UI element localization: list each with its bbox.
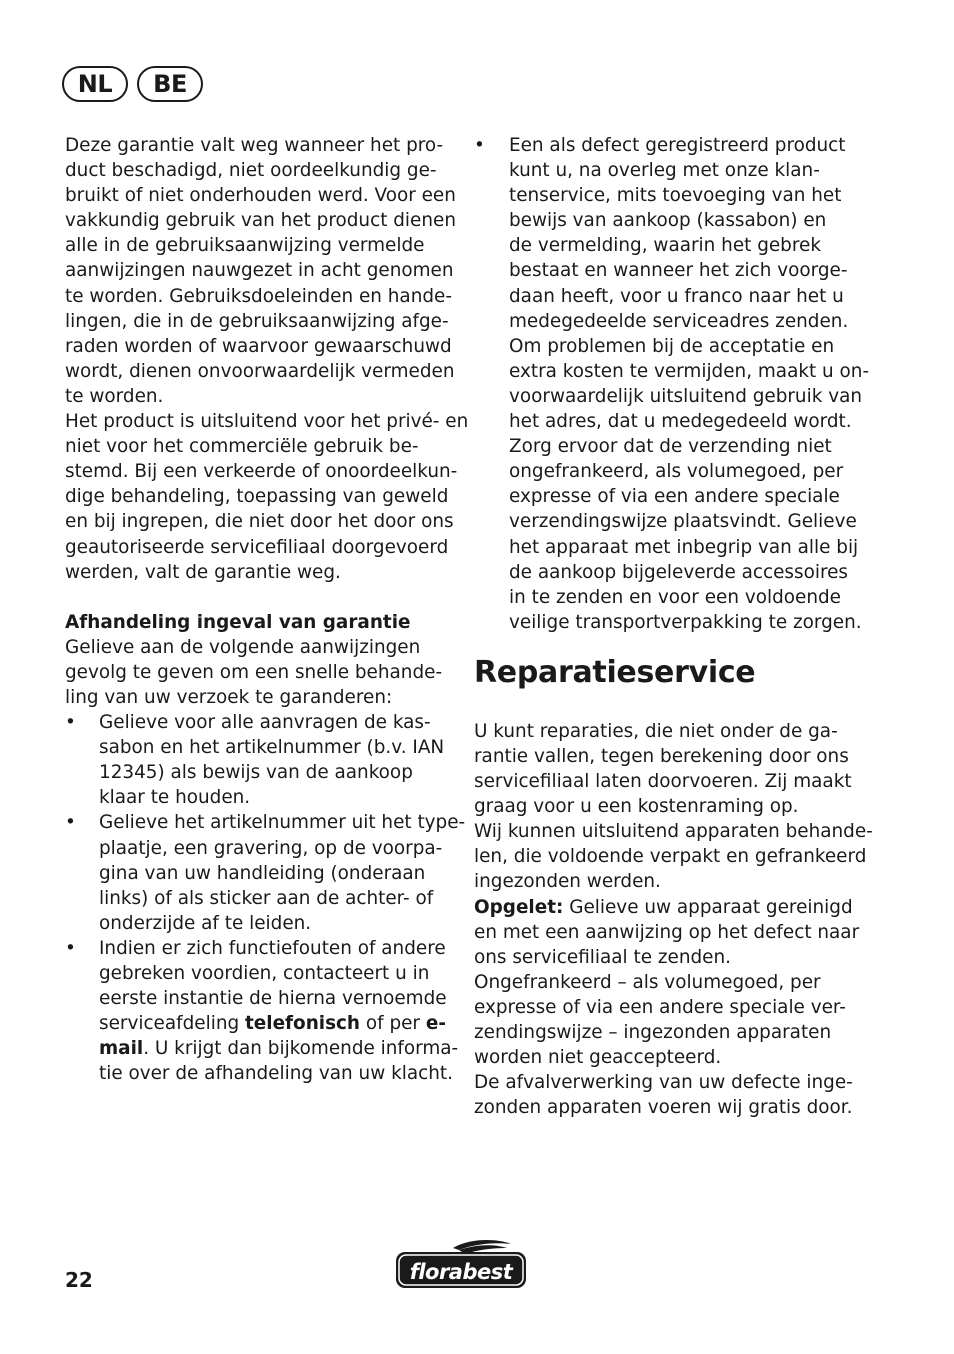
text-line: bestaat en wanneer het zich voorge- bbox=[509, 260, 848, 282]
right-column bbox=[474, 133, 874, 1120]
text-line: het adres, dat u medegedeeld wordt. bbox=[509, 411, 852, 433]
text-line: Ongefrankeerd – als volumegoed, per bbox=[474, 971, 821, 993]
text-line: ling van uw verzoek te garanderen: bbox=[65, 686, 393, 708]
text-line bbox=[99, 1036, 459, 1061]
text-line: bewijs van aankoop (kassabon) en bbox=[509, 210, 827, 232]
text-line: expresse of via een andere speciale ver- bbox=[474, 996, 846, 1018]
text-line: vakkundig gebruik van het product dienen bbox=[65, 210, 456, 232]
section-heading: Reparatieservice bbox=[474, 654, 756, 690]
bullet-dot: • bbox=[65, 937, 76, 959]
text-line: voorwaardelijk uitsluitend gebruik van bbox=[509, 385, 863, 407]
text-line: en met een aanwijzing op het defect naar bbox=[474, 921, 860, 943]
text-line: de vermelding, waarin het gebrek bbox=[509, 235, 821, 257]
text-line: worden niet geaccepteerd. bbox=[474, 1047, 722, 1069]
text-line: tie over de afhandeling van uw klacht. bbox=[99, 1063, 453, 1085]
text-line: kunt u, na overleg met onze klan- bbox=[509, 160, 820, 182]
text-span: Gelieve uw apparaat gereinigd bbox=[563, 896, 853, 918]
text-line: aanwijzingen nauwgezet in acht genomen bbox=[65, 260, 454, 282]
text-line: stemd. Bij een verkeerde of onoordeelkun- bbox=[65, 461, 458, 483]
text-line: alle in de gebruiksaanwijzing vermelde bbox=[65, 235, 425, 257]
text-line: verzendingswijze plaatsvindt. Gelieve bbox=[509, 511, 857, 533]
text-line: te worden. bbox=[65, 385, 164, 407]
text-line: gevolg te geven om een snelle behande- bbox=[65, 661, 443, 683]
text-line: dige behandeling, toepassing van geweld bbox=[65, 486, 449, 508]
bullet-dot: • bbox=[65, 712, 76, 734]
text-line: zendingswijze – ingezonden apparaten bbox=[474, 1022, 832, 1043]
text-line: Gelieve het artikelnummer uit het type- bbox=[99, 812, 466, 834]
badge-be: BE bbox=[137, 66, 203, 102]
text-line: onderzijde af te leiden. bbox=[99, 912, 312, 934]
badge-nl: NL bbox=[62, 66, 128, 102]
text-span: of per bbox=[360, 1013, 426, 1035]
list-item bbox=[65, 810, 466, 935]
text-line: expresse of via een andere speciale bbox=[509, 486, 840, 508]
text-line: De afvalverwerking van uw defecte inge- bbox=[474, 1072, 853, 1094]
text-line: links) of als sticker aan de achter- of bbox=[99, 887, 434, 909]
bold-phone: telefonisch bbox=[245, 1013, 361, 1035]
text-line: gebreken voordien, contacteert u in bbox=[99, 963, 430, 984]
text-line: Een als defect geregistreerd product bbox=[509, 135, 846, 156]
text-line: gina van uw handleiding (onderaan bbox=[99, 862, 426, 884]
text-line: tenservice, mits toevoeging van het bbox=[509, 185, 842, 207]
text-line: Zorg ervoor dat de verzending niet bbox=[509, 436, 832, 458]
text-line: len, die voldoende verpakt en gefrankeerd bbox=[474, 846, 867, 868]
logo-text: florabest bbox=[409, 1260, 513, 1284]
text-line: daan heeft, voor u franco naar het u bbox=[509, 285, 844, 307]
text-line: servicefiliaal laten doorvoeren. Zij maakt bbox=[474, 771, 852, 793]
text-line bbox=[474, 895, 874, 920]
text-line bbox=[99, 1011, 455, 1036]
list-item bbox=[474, 133, 874, 635]
language-badges bbox=[62, 66, 203, 102]
text-line: wordt, dienen onvoorwaardelijk vermeden bbox=[65, 360, 455, 382]
left-column bbox=[65, 133, 469, 1086]
text-line: rantie vallen, tegen berekening door ons bbox=[474, 745, 849, 767]
text-line: in te zenden en voor een voldoende bbox=[509, 586, 841, 608]
text-line: zonden apparaten voeren wij gratis door. bbox=[474, 1097, 853, 1119]
text-span: serviceafdeling bbox=[99, 1013, 246, 1035]
page-number: 22 bbox=[65, 1268, 93, 1292]
text-line: U kunt reparaties, die niet onder de ga- bbox=[474, 720, 838, 742]
text-line: de aankoop bijgeleverde accessoires bbox=[509, 561, 849, 583]
text-line: te worden. Gebruiksdoeleinden en hande- bbox=[65, 285, 452, 307]
text-line: raden worden of waarvoor gewaarschuwd bbox=[65, 335, 452, 357]
text-line: bruikt of niet onderhouden werd. Voor een bbox=[65, 185, 456, 207]
text-line: klaar te houden. bbox=[99, 787, 251, 809]
text-line: ongefrankeerd, als volumegoed, per bbox=[509, 461, 844, 483]
text-line: eerste instantie de hierna vernoemde bbox=[99, 988, 447, 1010]
text-line: Om problemen bij de acceptatie en bbox=[509, 335, 835, 357]
text-line: duct beschadigd, niet oordeelkundig ge- bbox=[65, 160, 437, 182]
text-line: niet voor het commerciële gebruik be- bbox=[65, 436, 419, 458]
list-item bbox=[65, 710, 455, 810]
section-subheading: Afhandeling ingeval van garantie bbox=[65, 611, 411, 633]
bullet-dot: • bbox=[65, 812, 76, 834]
text-line: extra kosten te vermijden, maakt u on- bbox=[509, 360, 870, 382]
text-line: medegedeelde serviceadres zenden. bbox=[509, 310, 849, 332]
text-line: Deze garantie valt weg wanneer het pro- bbox=[65, 135, 444, 156]
text-line: geautoriseerde servicefiliaal doorgevoerd bbox=[65, 536, 449, 558]
text-line: ons servicefiliaal te zenden. bbox=[474, 946, 731, 968]
list-item bbox=[65, 936, 459, 1087]
text-line: het apparaat met inbegrip van alle bij bbox=[509, 536, 859, 558]
text-line: Gelieve aan de volgende aanwijzingen bbox=[65, 636, 421, 658]
text-line: graag voor u een kostenraming op. bbox=[474, 796, 799, 818]
text-line: en bij ingrepen, die niet door het door ons bbox=[65, 511, 454, 533]
text-line: Wij kunnen uitsluitend apparaten behande- bbox=[474, 821, 873, 843]
text-span: . U krijgt dan bijkomende informa- bbox=[143, 1038, 459, 1060]
text-line: werden, valt de garantie weg. bbox=[65, 561, 341, 583]
text-line: 12345) als bewijs van de aankoop bbox=[99, 762, 413, 784]
text-line: ingezonden werden. bbox=[474, 871, 661, 893]
bullet-list bbox=[65, 710, 466, 1086]
text-line: sabon en het artikelnummer (b.v. IAN bbox=[99, 737, 445, 759]
attention-label: Opgelet: bbox=[474, 896, 564, 918]
text-line: Het product is uitsluitend voor het privé- en bbox=[65, 411, 469, 433]
florabest-logo bbox=[393, 1238, 529, 1290]
bullet-dot: • bbox=[474, 135, 485, 156]
bold-email-part: mail bbox=[99, 1038, 144, 1060]
bold-email-part: e- bbox=[425, 1013, 446, 1035]
text-line: Gelieve voor alle aanvragen de kas- bbox=[99, 712, 431, 734]
text-line: plaatje, een gravering, op de voorpa- bbox=[99, 837, 443, 859]
text-line: veilige transportverpakking te zorgen. bbox=[509, 611, 862, 633]
text-line: Indien er zich functiefouten of andere bbox=[99, 937, 446, 959]
bullet-list bbox=[474, 133, 874, 635]
text-line: lingen, die in de gebruiksaanwijzing afge- bbox=[65, 310, 449, 332]
